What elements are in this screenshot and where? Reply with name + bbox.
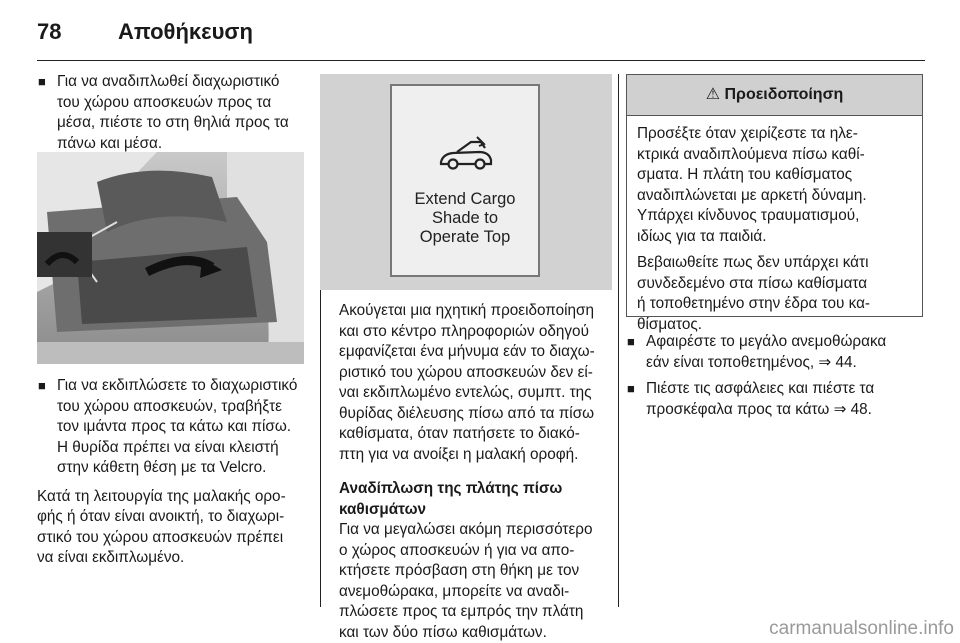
right-column-bullets [626,332,926,420]
page-number: 78 [37,19,62,44]
bullet-item [626,332,926,373]
bullet-icon: ■ [627,381,635,396]
page-title: Αποθήκευση [118,19,253,44]
display-message-figure [320,74,612,290]
warning-header [627,75,922,116]
trunk-photo [37,152,304,364]
warning-box [626,74,923,333]
bullet-text: Για να εκδιπλώσετε το διαχωριστικό του χώρου αποσκευών, τραβήξτε τον ιμάντα προς τα κάτω και πίσω. Η θυρίδα πρέπει να είναι κλειστή στην κάθετη θέση με τα Velcro. [57,377,298,476]
bullet-text: Πιέστε τις ασφάλειες και πιέστε τα προσκέφαλα προς τα κάτω ⇒ 48. [646,380,875,418]
warning-body [627,116,922,335]
body-paragraph: Κατά τη λειτουργία της μαλακής ορο- φής ή όταν είναι ανοικτή, το διαχωρι- στικό του χώρου αποσκευών πρέπει να είναι εκδιπλωμένο. [37,487,286,566]
display-message-text: Extend Cargo Shade to Operate Top [414,190,516,246]
bullet-icon: ■ [38,378,46,393]
bullet-text: Για να αναδιπλωθεί διαχωριστικό του χώρου αποσκευών προς τα μέσα, πιέστε το στη θηλιά προς τα πάνω και μέσα. [57,73,289,152]
bullet-icon: ■ [38,74,46,89]
section-heading: Αναδίπλωση της πλάτης πίσω καθισμάτων [339,480,563,518]
left-column-bottom [37,376,312,569]
column-divider-2 [618,74,619,607]
warning-icon: ⚠ [705,86,721,103]
bullet-text: Αφαιρέστε το μεγάλο ανεμοθώρακα εάν είναι τοποθετημένος, ⇒ 44. [646,333,887,371]
warning-title: Προειδοποίηση [724,86,844,103]
left-column-top [37,72,312,154]
body-paragraph: Ακούγεται μια ηχητική προειδοποίηση και στο κέντρο πληροφοριών οδηγού εμφανίζεται ένα μήνυμα εάν το διαχω- ριστικό του χώρου αποσκευών δεν εί- ναι εκδιπλωμένο εντελώς, συμπτ. της θυρίδας διέλευσης πίσω από τα πίσω καθίσματα, όταν πατήσετε το διακό- πτη για να ανοίξει η μαλακή οροφή. [339,302,595,463]
body-paragraph: Για να μεγαλώσει ακόμη περισσότερο ο χώρος αποσκευών ή για να απο- κτήσετε πρόσβαση στη θήκη με τον ανεμοθώρακα, μπορείτε να αναδι- πλώσετε προς τα εμπρός την πλάτη και των δύο πίσω καθισμάτων. [339,521,593,641]
bullet-icon: ■ [627,334,635,349]
warning-paragraph: Προσέξτε όταν χειρίζεστε τα ηλε- κτρικά αναδιπλούμενα πίσω καθί- σματα. Η πλάτη του καθίσματος αναδιπλώνεται με αρκετή δύναμη. Υπάρχει κίνδυνος τραυματισμού, ιδίως για τα παιδιά. [637,125,867,245]
middle-column-text [339,301,614,643]
header-rule [37,60,925,61]
driver-info-display [390,84,540,277]
warning-paragraph: Βεβαιωθείτε πως δεν υπάρχει κάτι συνδεδεμένο στα πίσω καθίσματα ή τοποθετημένο στην έδρα του κα- θίσματος. [637,254,871,333]
watermark: carmanualsonline.info [769,618,954,639]
convertible-car-icon [437,134,495,172]
bullet-item [37,376,312,479]
bullet-item [37,72,312,154]
bullet-item [626,379,926,420]
